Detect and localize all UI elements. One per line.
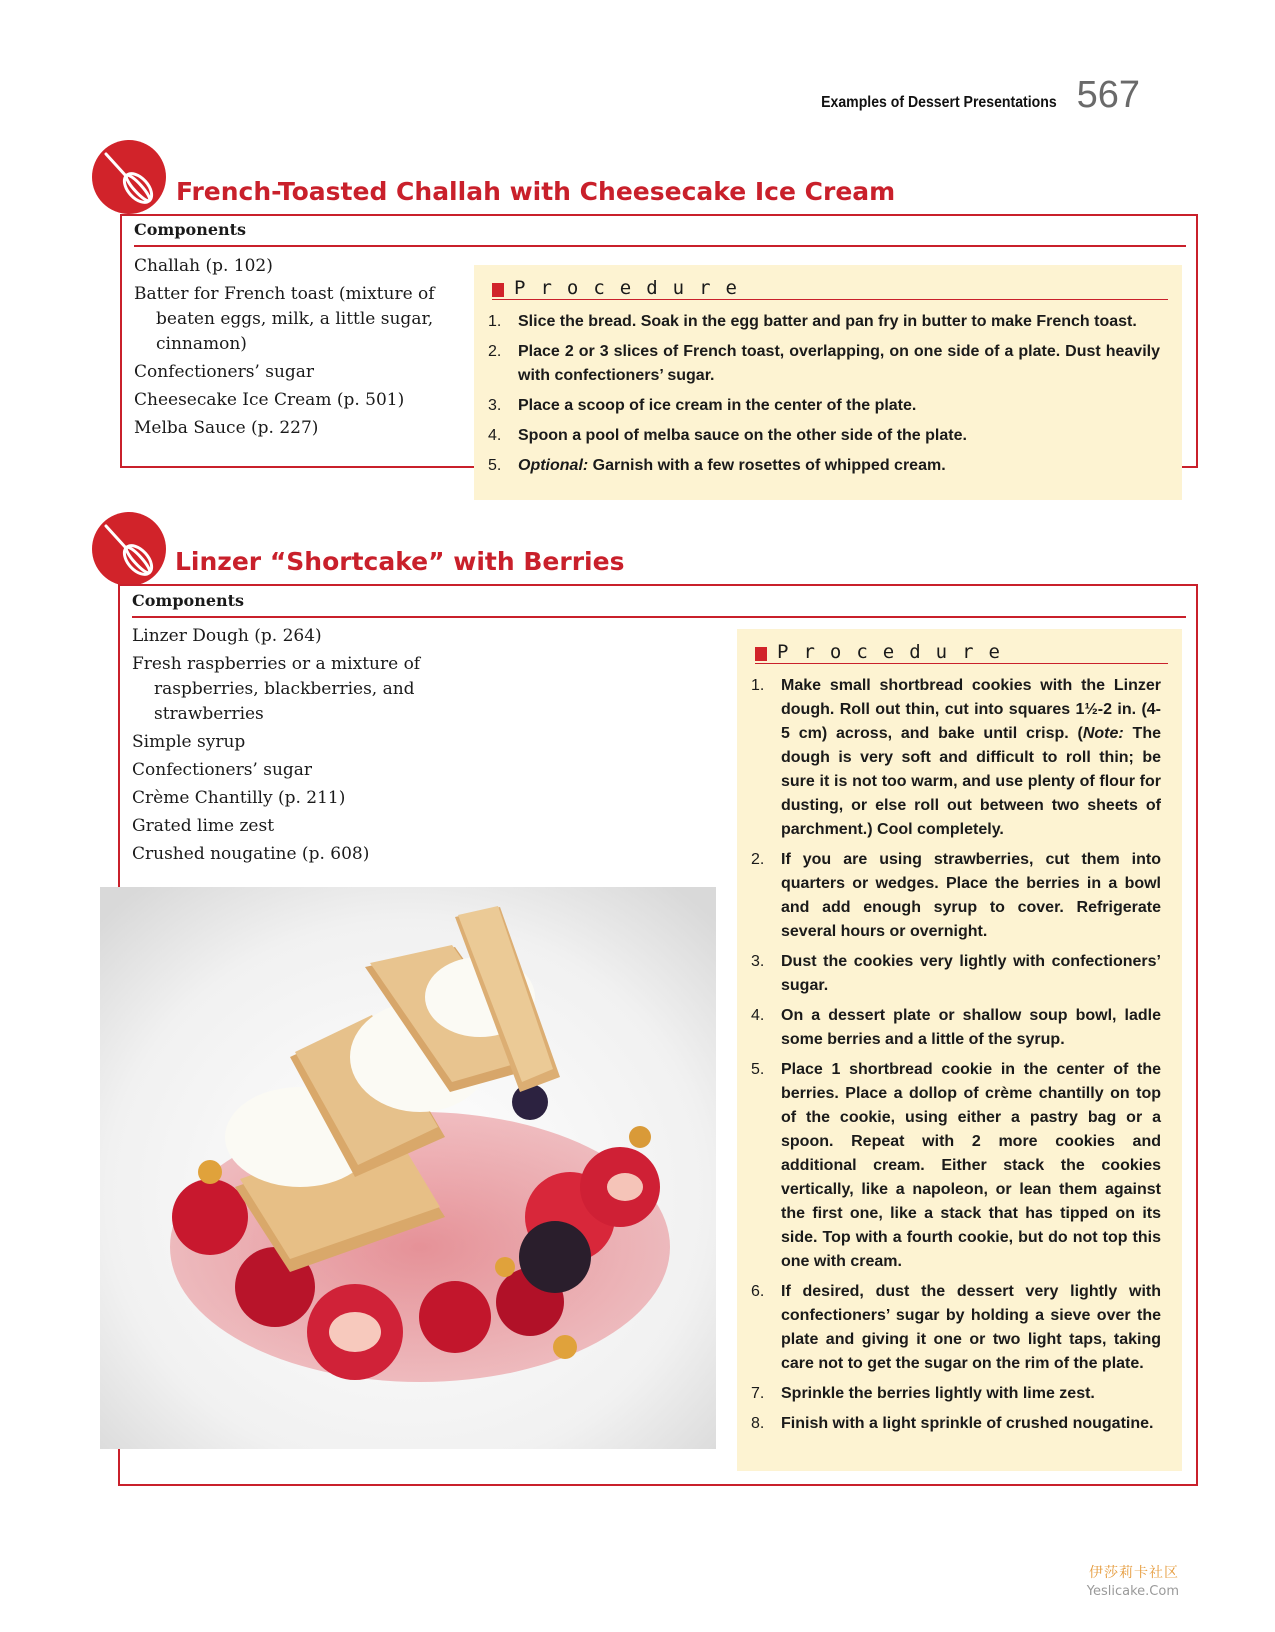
running-head-title: Examples of Dessert Presentations [821, 94, 1057, 111]
procedure-heading: Procedure [755, 643, 1168, 664]
component-item: Grated lime zest [132, 816, 275, 836]
components-list [132, 624, 452, 870]
procedure-step: 5. Place 1 shortbread cookie in the center of the berries. Place a dollop of crème chantilly on top of the cookie, using either a pastry bag or a spoon. Repeat with 2 more cookies and additional cream. Either stack the cookies vertically, like a napoleon, or lean them against the first one, like a stack that has tipped on its side. Top with a fourth cookie, but do not top this one with cream. [751, 1061, 1161, 1270]
components-list [134, 254, 464, 444]
component-item: Crème Chantilly (p. 211) [132, 788, 346, 808]
whisk-icon [92, 512, 166, 586]
component-item: Melba Sauce (p. 227) [134, 418, 319, 438]
procedure-step: 2. If you are using strawberries, cut them into quarters or wedges. Place the berries in a bowl and add enough syrup to cover. Refrigerate several hours or overnight. [751, 851, 1161, 940]
procedure-step: 1. Make small shortbread cookies with the Linzer dough. Roll out thin, cut into squares 1½-2 in. (4-5 cm) across, and bake until crisp. (Note: The dough is very soft and difficult to roll thin; be sure it is not too warm, and use plenty of flour for dusting, or else roll out between two sheets of parchment.) Cool completely. [751, 677, 1162, 838]
procedure-step: 1. Slice the bread. Soak in the egg batter and pan fry in butter to make French toast. [488, 313, 1137, 330]
component-item: Batter for French toast (mixture of beaten eggs, milk, a little sugar, cinnamon) [134, 284, 435, 354]
procedure-step: 4. Spoon a pool of melba sauce on the other side of the plate. [488, 427, 967, 444]
dessert-photo [100, 887, 716, 1449]
recipe-title: Linzer “Shortcake” with Berries [175, 547, 625, 576]
procedure-step: 7. Sprinkle the berries lightly with lime zest. [751, 1385, 1095, 1402]
component-item: Confectioners’ sugar [134, 362, 315, 382]
procedure-step: 8. Finish with a light sprinkle of crushed nougatine. [751, 1415, 1154, 1432]
components-rule [132, 616, 1186, 618]
procedure-step: 2. Place 2 or 3 slices of French toast, overlapping, on one side of a plate. Dust heavily with confectioners’ sugar. [488, 343, 1160, 384]
components-heading: Components [134, 220, 247, 239]
procedure-panel [474, 265, 1182, 500]
page-number: 567 [1076, 74, 1140, 116]
watermark-en: Yeslicake.Com [1086, 1584, 1179, 1599]
square-bullet-icon [492, 283, 504, 297]
recipe-title: French-Toasted Challah with Cheesecake Ice Cream [176, 177, 896, 206]
components-rule [134, 245, 1186, 247]
procedure-steps [751, 674, 1161, 1442]
running-head [789, 74, 1140, 117]
procedure-panel [737, 629, 1182, 1471]
procedure-step: 3. Dust the cookies very lightly with confectioners’ sugar. [751, 953, 1161, 994]
components-heading: Components [132, 591, 245, 610]
component-item: Simple syrup [132, 732, 246, 752]
procedure-steps [488, 310, 1160, 484]
procedure-step: 5. Optional: Garnish with a few rosettes of whipped cream. [488, 457, 946, 474]
procedure-step: 4. On a dessert plate or shallow soup bowl, ladle some berries and a little of the syrup. [751, 1007, 1161, 1048]
procedure-step: 3. Place a scoop of ice cream in the center of the plate. [488, 397, 917, 414]
component-item: Challah (p. 102) [134, 256, 273, 276]
component-item: Fresh raspberries or a mixture of raspberries, blackberries, and strawberries [132, 654, 421, 724]
square-bullet-icon [755, 647, 767, 661]
procedure-heading: Procedure [492, 279, 1168, 300]
component-item: Linzer Dough (p. 264) [132, 626, 322, 646]
procedure-step: 6. If desired, dust the dessert very lightly with confectioners’ sugar by holding a sieve over the plate and giving it one or two light taps, taking care not to get the sugar on the rim of the plate. [751, 1283, 1161, 1372]
component-item: Confectioners’ sugar [132, 760, 313, 780]
component-item: Crushed nougatine (p. 608) [132, 844, 370, 864]
whisk-icon [92, 140, 166, 214]
watermark [1087, 1562, 1179, 1599]
component-item: Cheesecake Ice Cream (p. 501) [134, 390, 405, 410]
watermark-cn: 伊莎莉卡社区 [1089, 1565, 1179, 1581]
